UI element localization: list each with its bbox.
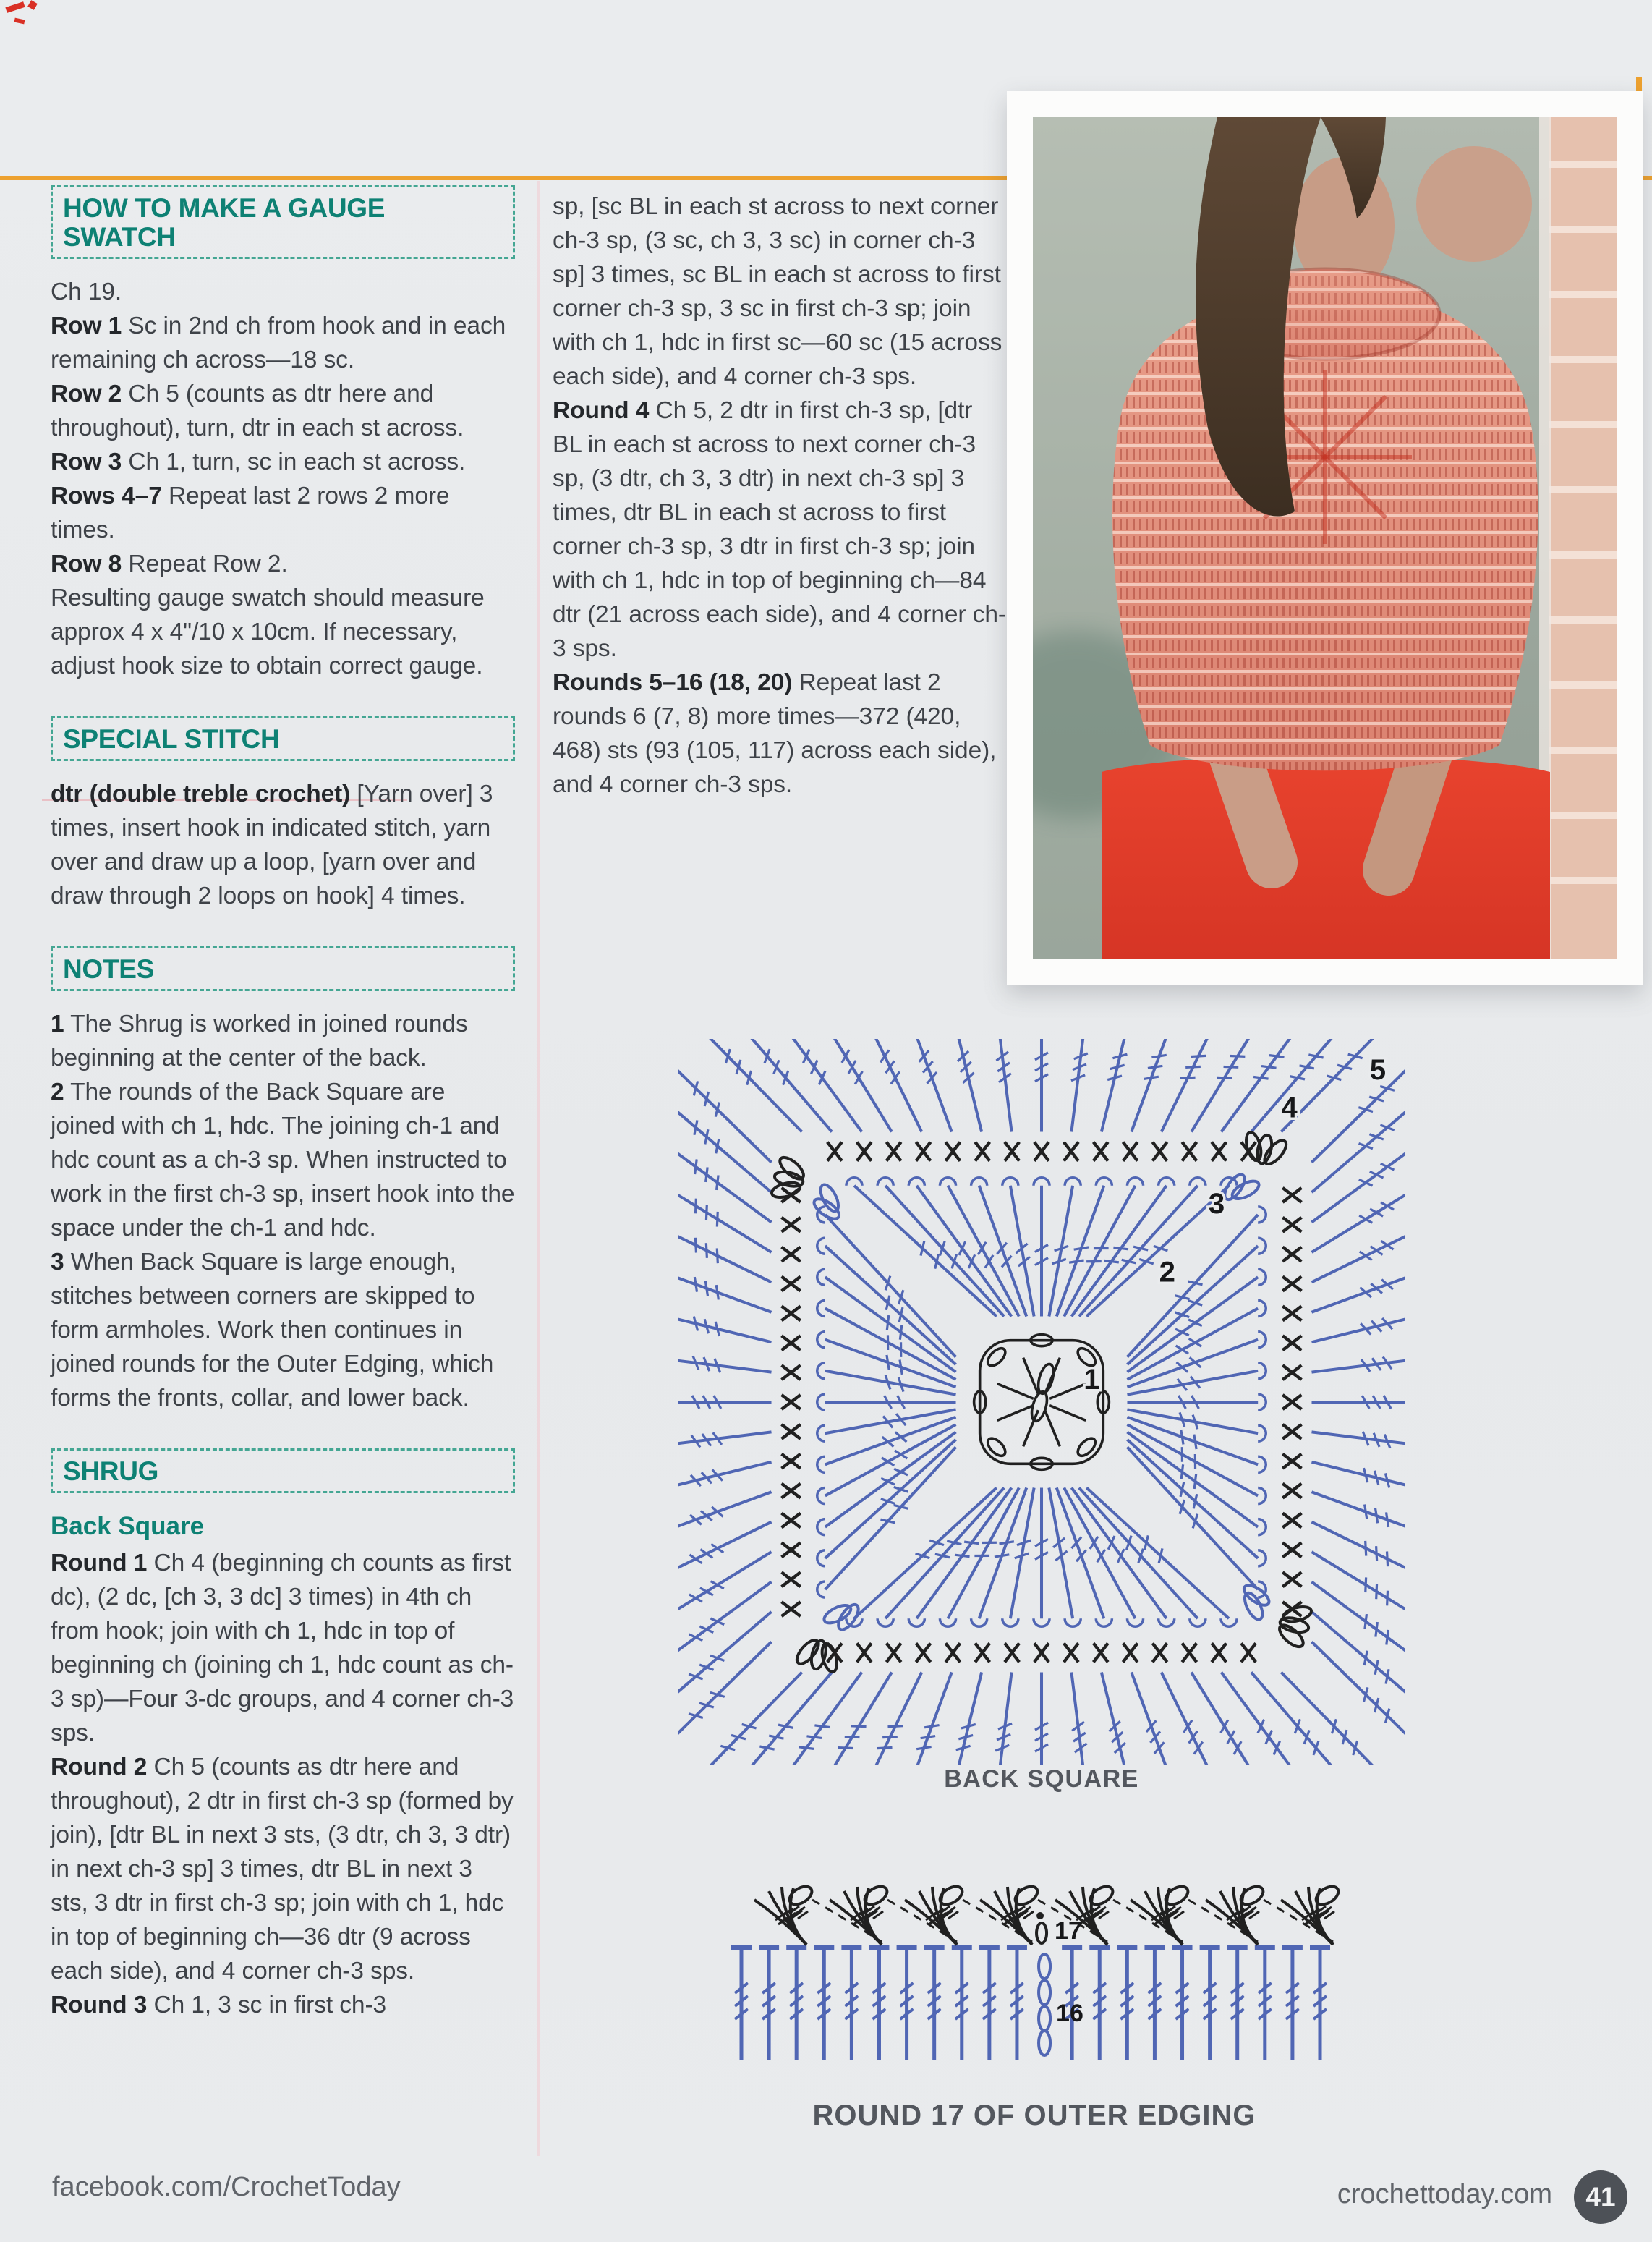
paragraph-lead: Round 1 [51,1550,148,1576]
paragraph-lead: 2 [51,1079,64,1105]
paragraph-text: Resulting gauge swatch should measure approx 4 x 4"/10 x 10cm. If necessary, adjust hook size to obtain correct gauge. [51,585,485,679]
paragraph-text: [Yarn over] 3 times, insert hook in indicated stitch, yarn over and draw up a loop, [yarn over and draw through 2 loops on hook] 4 times. [51,781,493,909]
paragraph-text: The Shrug is worked in joined rounds beginning at the center of the back. [51,1011,468,1071]
paragraph [51,377,515,445]
ink-speck [27,0,38,10]
footer-website-url: crochettoday.com [1337,2179,1552,2209]
paragraph-lead: 3 [51,1249,64,1275]
paragraph-text: The rounds of the Back Square are joined with ch 1, hdc. The joining ch-1 and hdc count as a ch-3 sp. When instructed to work in the first ch-3 sp, insert hook into the space under the ch-1 and hdc. [51,1079,515,1241]
paragraph-text: Ch 5 (counts as dtr here and throughout), turn, dtr in each st across. [51,381,464,441]
paragraph-lead: Round 3 [51,1992,148,2018]
ink-speck [14,18,25,25]
paragraph-text: Ch 5 (counts as dtr here and throughout), 2 dtr in first ch-3 sp (formed by join), [dtr BL in next 3 sts, (3 dtr, ch 3, 3 dtr) in next ch-3 sp] 3 times, dtr BL in next 3 sts, 3 dtr in first ch-3 sp; join with ch 1, hdc in top of beginning ch—36 dtr (9 across each side), and 4 corner ch-3 sps. [51,1754,514,1984]
paragraph-lead: Row 2 [51,381,122,407]
paragraph [51,479,515,547]
paragraph [51,445,515,479]
section-subheading: Back Square [51,1512,205,1540]
section-heading: SPECIAL STITCH [51,716,515,761]
paragraph-lead: Row 1 [51,313,122,339]
paragraph [553,666,1007,802]
svg-text:3: 3 [1208,1186,1225,1220]
left-column [51,185,515,2022]
outer-edging-caption: ROUND 17 OF OUTER EDGING [812,2099,1256,2131]
page-number: 41 [1585,2182,1616,2212]
paragraph-text: Ch 19. [51,279,122,305]
paragraph-text: Ch 5, 2 dtr in first ch-3 sp, [dtr BL in each st across to next corner ch-3 sp, (3 dtr, ch 3, 3 dtr) in next ch-3 sp] 3 times, dtr BL in each st across to first corner ch-3 sp, 3 dtr in first ch-3 sp; join with ch 1, hdc in top of beginning ch—84 dtr (21 across each side), and 4 corner ch-3 sps. [553,397,1006,662]
paragraph-text: Ch 1, 3 sc in first ch-3 [147,1992,387,2018]
paragraph-lead: 1 [51,1011,64,1037]
svg-text:5: 5 [1369,1053,1387,1087]
svg-text:17: 17 [1055,1917,1082,1945]
paragraph-lead: Rounds 5–16 (18, 20) [553,669,793,696]
paragraph [51,777,515,913]
paragraph-text: When Back Square is large enough, stitches between corners are skipped to form armholes. Work then continues in joined rounds for the Outer Edging, which forms the fronts, collar, and lower back. [51,1249,494,1411]
paragraph [553,190,1007,394]
svg-text:4: 4 [1281,1091,1298,1124]
middle-column [553,190,1007,802]
paragraph [51,581,515,683]
paragraph-lead: Rows 4–7 [51,483,162,509]
photo-illustration [1033,117,1617,959]
paragraph [51,1007,515,1075]
paragraph [51,1988,515,2022]
paragraph-lead: dtr (double treble crochet) [51,781,351,807]
svg-text:2: 2 [1159,1255,1175,1288]
page-number-badge [1574,2170,1627,2224]
outer-edging-diagram [709,1878,1367,2095]
paragraph-text: sp, [sc BL in each st across to next corner ch-3 sp, (3 sc, ch 3, 3 sc) in corner ch-3 sp] 3 times, sc BL in each st across to first corner ch-3 sp, 3 sc in first ch-3 sp; join with ch 1, hdc in first sc—60 sc (15 across each side), and 4 corner ch-3 sps. [553,193,1002,390]
paragraph-lead: Row 3 [51,449,122,475]
paragraph-lead: Row 8 [51,551,122,577]
ink-speck [5,1,25,13]
paragraph-text: Repeat last 2 rows 2 more times. [51,483,450,543]
shrug-back-photo [1033,117,1617,959]
section-heading: SHRUG [51,1448,515,1493]
paragraph [51,1075,515,1245]
paragraph-text: Sc in 2nd ch from hook and in each remaining ch across—18 sc. [51,313,506,373]
paragraph [51,1245,515,1415]
svg-text:16: 16 [1056,2000,1083,2027]
paragraph [51,1546,515,1750]
paragraph [51,275,515,309]
back-square-caption: BACK SQUARE [944,1765,1139,1793]
paragraph [51,547,515,581]
footer-facebook-url: facebook.com/CrochetToday [52,2172,401,2202]
paragraph [51,1750,515,1988]
paragraph-text: Repeat last 2 rounds 6 (7, 8) more times—372 (420, 468) sts (93 (105, 117) across each side), and 4 corner ch-3 sps. [553,669,997,798]
paragraph-text: Ch 4 (beginning ch counts as first dc), (2 dc, [ch 3, 3 dc] 3 times) in 4th ch from hook; join with ch 1, hdc in top of beginning ch (joining ch 1, hdc count as ch-3 sp)—Four 3-dc groups, and 4 corner ch-3 sps. [51,1550,514,1746]
svg-text:1: 1 [1083,1362,1100,1396]
paragraph [553,394,1007,666]
scan-artifact [537,181,540,2156]
paragraph-lead: Round 2 [51,1754,148,1780]
back-square-diagram [678,1039,1405,1765]
paragraph [51,309,515,377]
section-heading: NOTES [51,946,515,991]
paragraph-lead: Round 4 [553,397,650,424]
paragraph-text: Ch 1, turn, sc in each st across. [122,449,466,475]
section-heading: HOW TO MAKE A GAUGE SWATCH [51,185,515,259]
paragraph-text: Repeat Row 2. [122,551,288,577]
photo-card [1007,91,1643,985]
